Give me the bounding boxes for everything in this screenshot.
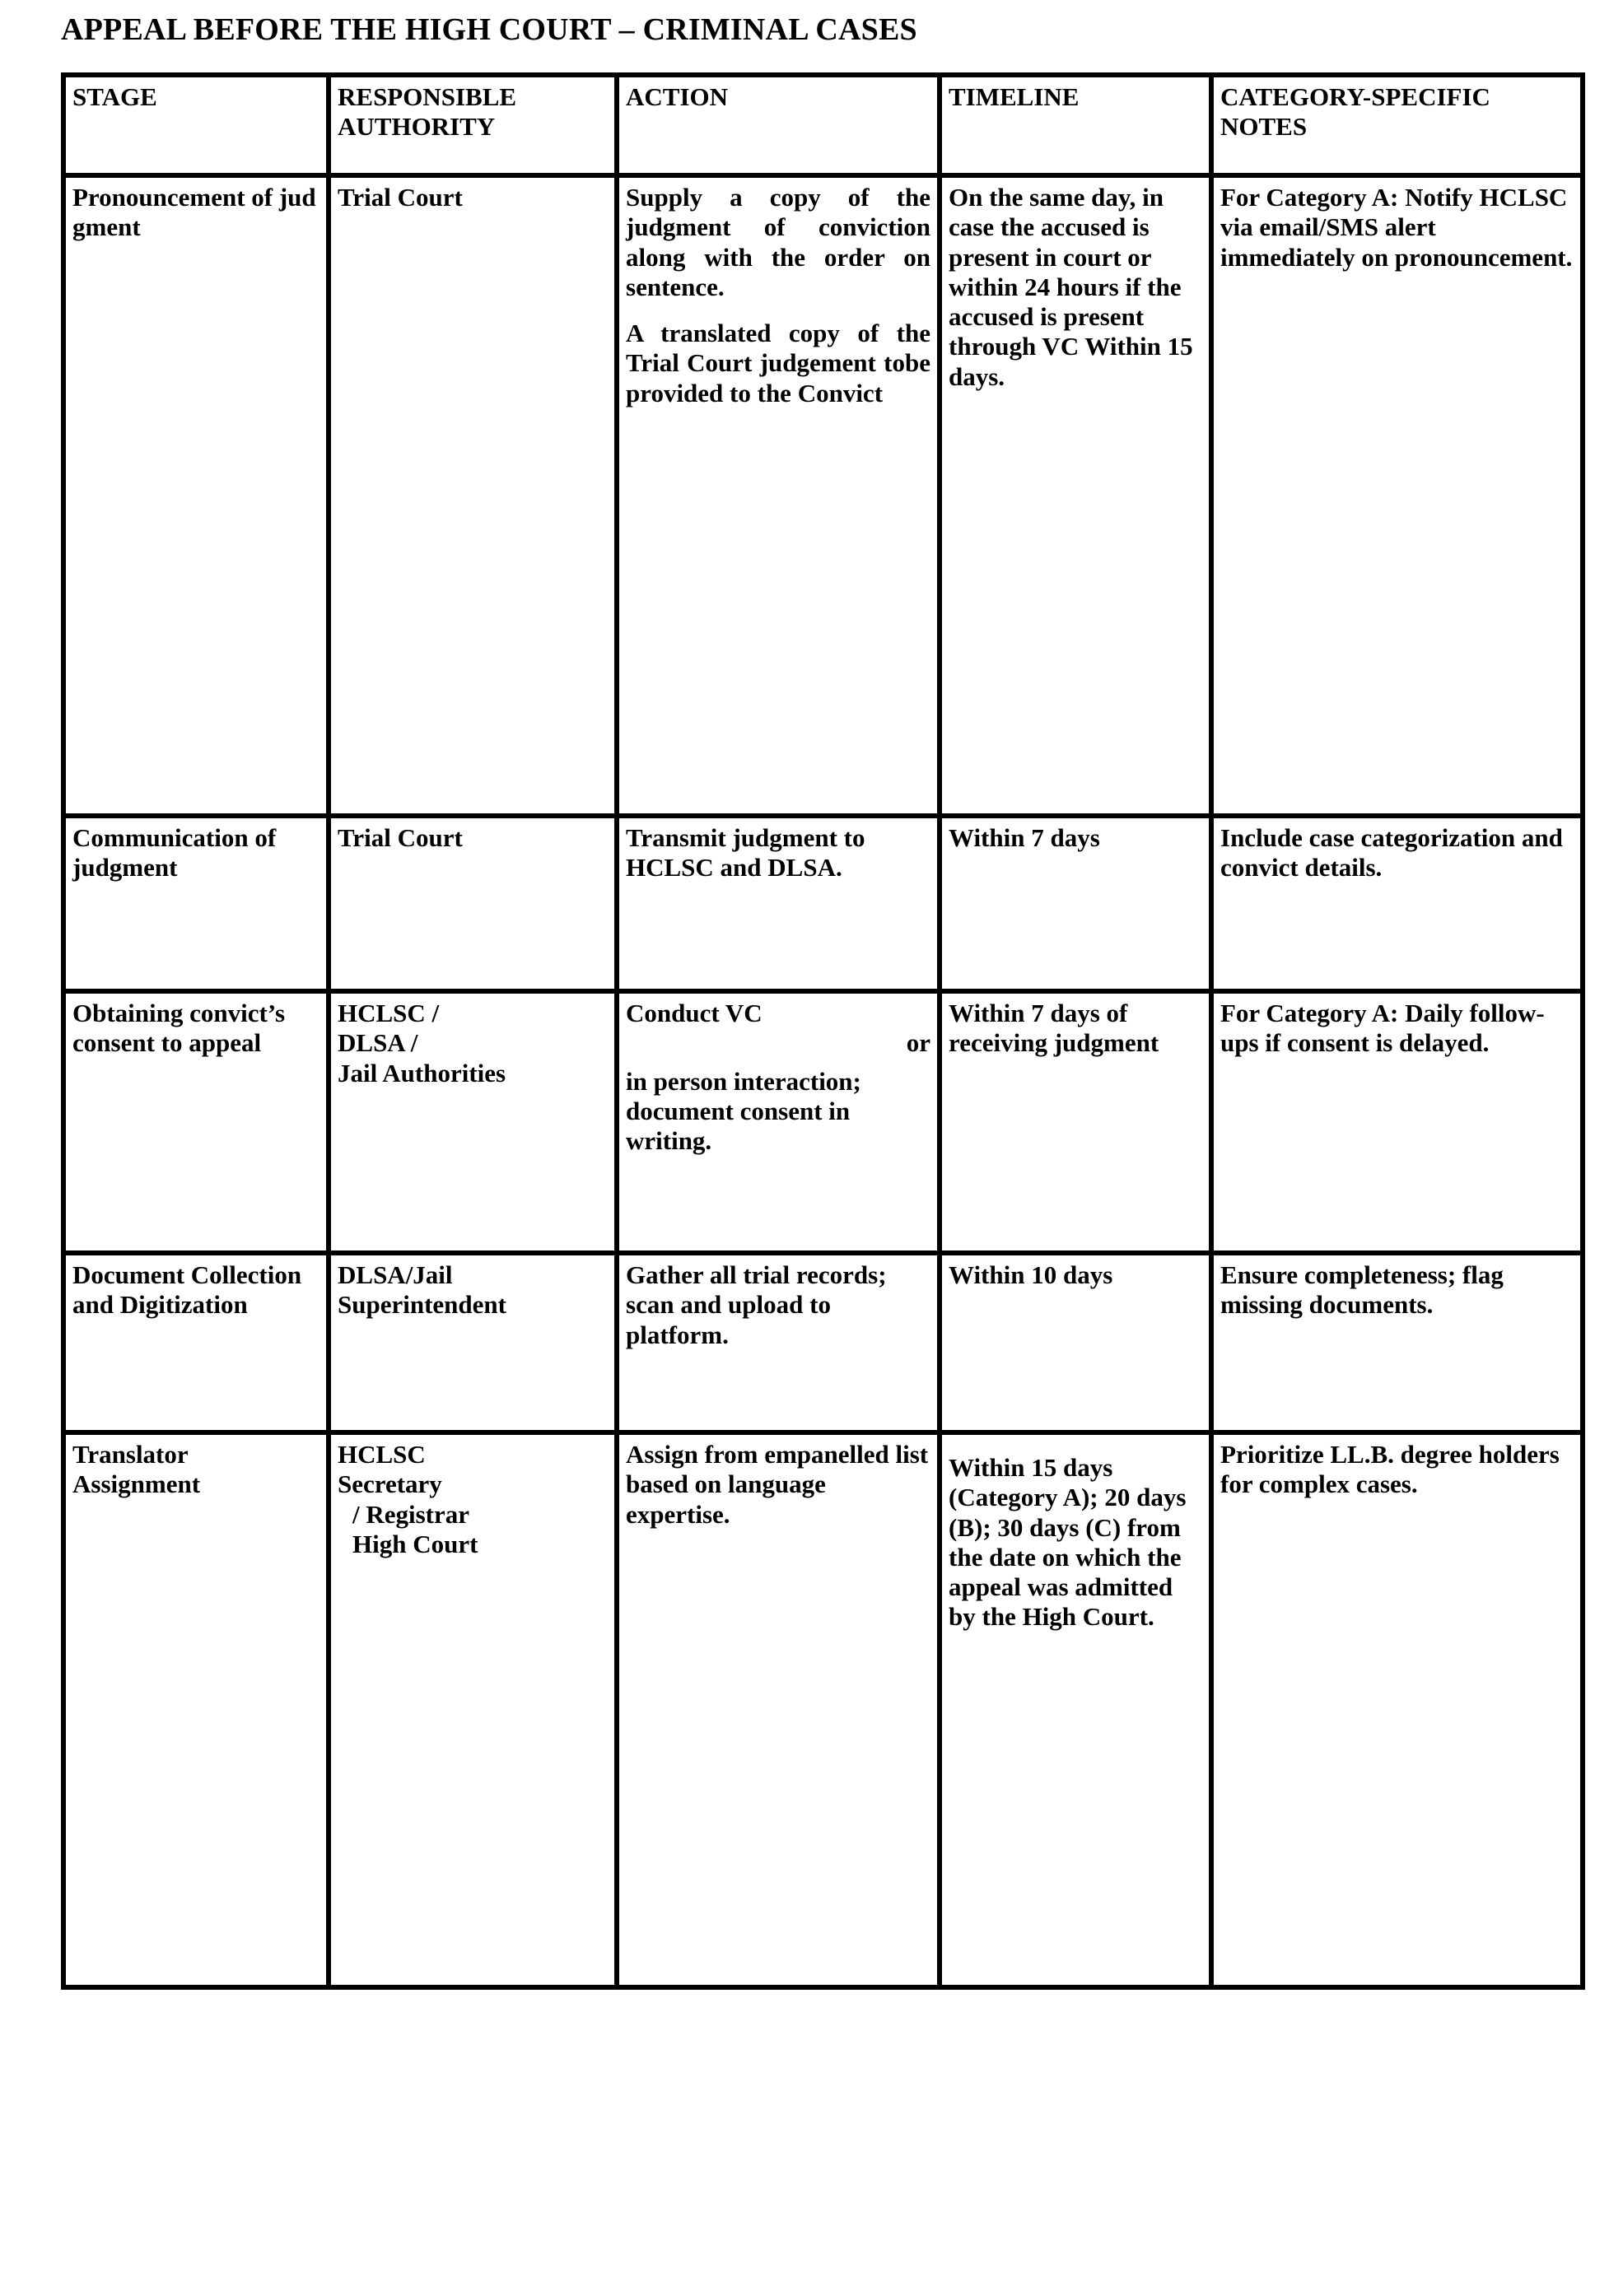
authority-line-2: Secretary [338,1469,442,1499]
authority-line-3: / Registrar [352,1499,470,1529]
cell-notes: Ensure completeness; flag missing documents. [1211,1253,1583,1432]
table-row [63,816,1583,991]
cell-notes: Include case categorization and convict details. [1211,816,1583,991]
cell-stage: Translator Assignment [63,1432,329,1987]
action-paragraph-1: Supply a copy of the judgment of conviction along with the order on sentence. [626,183,930,301]
cell-timeline: Within 15 days (Category A); 20 days (B); 30 days (C) from the date on which the appeal was admitted by the High Court. [940,1432,1211,1987]
appeal-process-table [61,72,1585,1990]
cell-stage: Obtaining convict’s consent to appeal [63,991,329,1253]
cell-timeline: Within 7 days [940,816,1211,991]
column-header-timeline: TIMELINE [940,75,1211,175]
action-line-3: in person interaction; document consent in writing. [626,1066,861,1156]
cell-action: Gather all trial records; scan and upload to platform. [617,1253,940,1432]
action-line-2: or [906,1028,930,1058]
cell-stage: Pronouncement of judgment [63,175,329,816]
cell-stage: Document Collection and Digitization [63,1253,329,1432]
header-row [63,75,1583,175]
cell-authority [329,1432,617,1987]
column-header-notes: CATEGORY-SPECIFIC NOTES [1211,75,1583,175]
cell-timeline: Within 10 days [940,1253,1211,1432]
cell-notes: For Category A: Daily follow-ups if consent is delayed. [1211,991,1583,1253]
authority-line-4: High Court [352,1529,478,1558]
table-body [63,175,1583,1987]
cell-authority [329,991,617,1253]
cell-notes: Prioritize LL.B. degree holders for complex cases. [1211,1432,1583,1987]
table-row [63,175,1583,816]
column-header-stage: STAGE [63,75,329,175]
column-header-action: ACTION [617,75,940,175]
cell-notes: For Category A: Notify HCLSC via email/SMS alert immediately on pronouncement. [1211,175,1583,816]
column-header-authority: RESPONSIBLE AUTHORITY [329,75,617,175]
authority-line-2: DLSA / [338,1028,418,1058]
cell-authority: Trial Court [329,816,617,991]
cell-timeline: Within 7 days of receiving judgment [940,991,1211,1253]
cell-authority: Trial Court [329,175,617,816]
table-header [63,75,1583,175]
appeal-process-table-container [61,72,1580,1990]
table-row [63,1253,1583,1432]
table-row [63,991,1583,1253]
authority-line-1: HCLSC / [338,999,440,1027]
cell-action [617,175,940,816]
cell-action: Transmit judgment to HCLSC and DLSA. [617,816,940,991]
table-row [63,1432,1583,1987]
authority-line-3: Jail Authorities [338,1058,506,1087]
page-title: APPEAL BEFORE THE HIGH COURT – CRIMINAL CASES [61,12,917,47]
cell-stage: Communication of judgment [63,816,329,991]
action-paragraph-2: A translated copy of the Trial Court judgement tobe provided to the Convict [626,319,930,408]
cell-authority: DLSA/Jail Superintendent [329,1253,617,1432]
cell-action [617,991,940,1253]
cell-timeline: On the same day, in case the accused is present in court or within 24 hours if the accused is present through VC Within 15 days. [940,175,1211,816]
authority-line-1: HCLSC [338,1440,426,1469]
cell-action: Assign from empanelled list based on language expertise. [617,1432,940,1987]
action-line-1: Conduct VC [626,999,763,1027]
